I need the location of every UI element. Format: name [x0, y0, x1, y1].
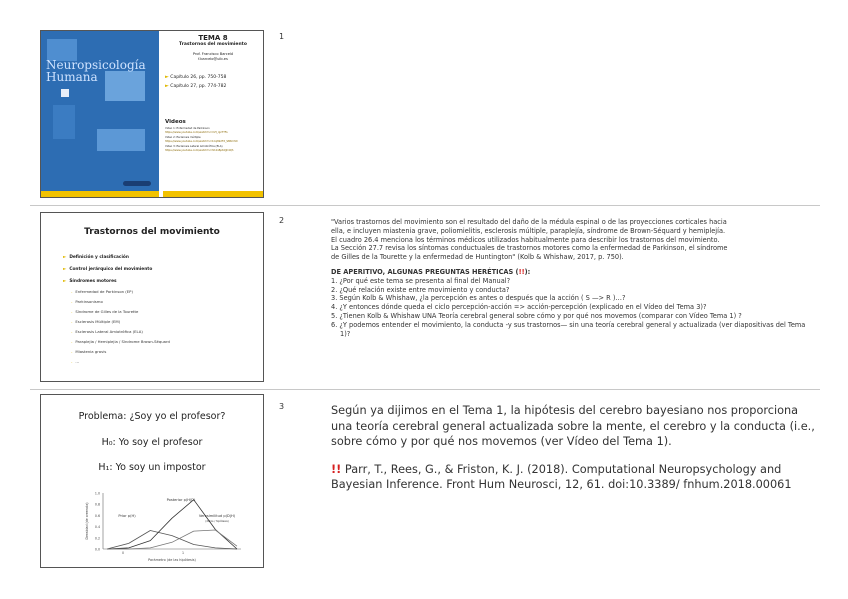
ref-mark: !!: [331, 462, 342, 476]
book-title: Neuropsicología Humana: [46, 58, 146, 84]
slide-thumbnail-1[interactable]: [40, 30, 264, 198]
notes-slide-3: [331, 403, 821, 493]
quote-line: El cuadro 26.4 menciona los términos médicos utilizados habitualmente para describir los trastornos del movimiento.: [331, 235, 720, 244]
question-item: 3. Según Kolb & Whishaw, ¿la percepción es antes o después que la acción ( S —> R )…?: [331, 294, 626, 303]
bayes-chart: [41, 487, 263, 567]
bullet-item: ► Síndromes motores: [63, 279, 117, 284]
bullet-triangle-icon: ►: [165, 83, 169, 89]
question-item: 5. ¿Tienen Kolb & Whishaw UNA Teoría cerebral general sobre cómo y por qué nos movemos (comparar con Vídeo Tema 1) ?: [331, 311, 742, 320]
questions-heading: DE APERITIVO, ALGUNAS PREGUNTAS HERÉTICAS (!!):: [331, 267, 531, 276]
hypothesis-h0: H₀: Yo soy el profesor: [101, 437, 203, 448]
problem-question: Problema: ¿Soy yo el profesor?: [78, 411, 226, 422]
y-tick-label: 0.4: [94, 525, 100, 530]
video-item[interactable]: Video 2: Esclerosis múltiple https://www.youtube.com/watch?v=1Cq8k2Fd_S8ItmhD: [165, 136, 238, 143]
series-line: [107, 530, 237, 549]
question-item: 2. ¿Qué relación existe entre movimiento y conducta?: [331, 285, 510, 294]
series-line: [107, 531, 237, 550]
divider: [30, 205, 820, 206]
notes-slide-2: [331, 218, 813, 338]
quote-line: La Sección 27.7 revisa los síntomas conductuales de trastornos motores como la enfermedad de Parkinson, el síndrome: [331, 244, 728, 253]
sub-bullet: - Síndrome de Gilles de la Tourette: [71, 309, 139, 314]
chapter-item: ► Capítulo 26, pp. 750-758: [165, 74, 227, 80]
y-tick-label: 1.0: [94, 491, 100, 496]
question-item: 6. ¿Y podemos entender el movimiento, la conducta -y sus trastornos— sin una teoría cerebral general y actualizada (ver diapositivas del Tema 1)?: [331, 320, 806, 338]
professor: Prof. Francisco Barceló f.barcelo@uib.es: [192, 52, 234, 61]
bullet-item: ► Definición y clasificación: [63, 255, 129, 260]
y-tick-label: 0.0: [94, 547, 100, 552]
question-item: 4. ¿Y entonces dónde queda el ciclo percepción-acción => acción-percepción (explicado en el Vídeo del Tema 3)?: [331, 303, 707, 312]
videos-heading: Videos: [165, 119, 186, 125]
cover-stripe: [41, 191, 159, 197]
x-tick-label: 0: [121, 551, 125, 555]
y-tick-label: 0.2: [94, 536, 100, 541]
quote-line: ella, e incluyen miastenia grave, poliomielitis, esclerosis múltiple, paraplejía, síndrome de Brown-Séquard y hemiplejía.: [331, 226, 726, 235]
slide-thumbnail-2[interactable]: [40, 212, 264, 382]
x-axis-label: Parámetro (de las hipótesis): [148, 558, 196, 562]
video-item[interactable]: Video 3: Esclerosis Lateral Amiotrófica (ELA) https://www.youtube.com/watch?v=hh4nBp6Qjh4Qh: [165, 145, 234, 152]
chart-annotation: Posterior p(H|D): [166, 498, 196, 502]
question-item: 1. ¿Por qué este tema se presenta al final del Manual?: [331, 276, 511, 285]
hypothesis-h1: H₁: Yo soy un impostor: [98, 462, 206, 473]
bullet-item: ► Control jerárquico del movimiento: [63, 267, 153, 272]
divider: [30, 389, 820, 390]
slide-stripe: [163, 191, 263, 197]
publisher-logo: [123, 181, 151, 186]
sub-bullet: - Parkinsonismo: [71, 299, 103, 304]
book-cover: [41, 31, 159, 197]
slide-title: Trastornos del movimiento: [84, 227, 220, 237]
slide-number: 2: [279, 216, 285, 225]
bullet-triangle-icon: ►: [165, 74, 169, 80]
reference: !! Parr, T., Rees, G., & Friston, K. J. (2018). Computational Neuropsychology and Bayesian Inference. Front Hum Neurosci, 12, 61. doi:10.3389/ fnhum.2018.00061: [331, 462, 792, 492]
bullet-triangle-icon: ►: [63, 255, 67, 260]
sub-bullet: - Paraplejia / Hemiplejia / Síndrome Brown-Séquard: [71, 339, 170, 344]
sub-bullet: - Esclerosis Lateral Amiotrófica (ELA): [71, 329, 143, 334]
video-item[interactable]: Video 1: Enfermedad de Parkinson https://www.youtube.com/watch?v=mH_nJz7TFs: [165, 127, 228, 134]
slide-thumbnail-3[interactable]: [40, 394, 264, 568]
y-axis-label: Densidad (de creencia): [85, 502, 89, 540]
tema-title: TEMA 8: [198, 34, 228, 42]
x-tick-label: 1: [181, 551, 185, 555]
sub-bullet: - ...: [71, 359, 79, 364]
chart-annotation: Prior p(H): [118, 514, 136, 518]
y-tick-label: 0.8: [94, 502, 100, 507]
y-tick-label: 0.6: [94, 513, 100, 518]
slide-number: 1: [279, 32, 285, 41]
tema-subtitle: Trastornos del movimiento: [179, 42, 247, 47]
notes-text: Según ya dijimos en el Tema 1, la hipótesis del cerebro bayesiano nos proporciona una teoría cerebral general actualizada sobre la mente, el cerebro y la conducta (i.e., sobre cómo y por qué nos movemos (ver Vídeo del Tema 1).: [331, 404, 815, 449]
bullet-triangle-icon: ►: [63, 279, 67, 284]
series-line: [107, 500, 237, 549]
sub-bullet: - Esclerosis Múltiple (EM): [71, 319, 121, 324]
chart-annotation: (datos / hipótesis): [205, 520, 229, 523]
quote-line: "Varios trastornos del movimiento son el resultado del daño de la médula espinal o de las proyecciones corticales hacia: [331, 218, 727, 226]
sub-bullet: - Miastenia gravis: [71, 349, 107, 354]
chart-annotation: Verosimilitud p(D|H): [198, 514, 236, 518]
chapter-item: ► Capítulo 27, pp. 774-782: [165, 83, 227, 89]
quote-line: de Gilles de la Tourette y la enfermedad de Huntington" (Kolb & Whishaw, 2017, p. 750).: [331, 253, 624, 262]
slide-number: 3: [279, 402, 285, 411]
sub-bullet: - Enfermedad de Parkinson (EP): [71, 289, 133, 294]
bullet-triangle-icon: ►: [63, 267, 67, 272]
